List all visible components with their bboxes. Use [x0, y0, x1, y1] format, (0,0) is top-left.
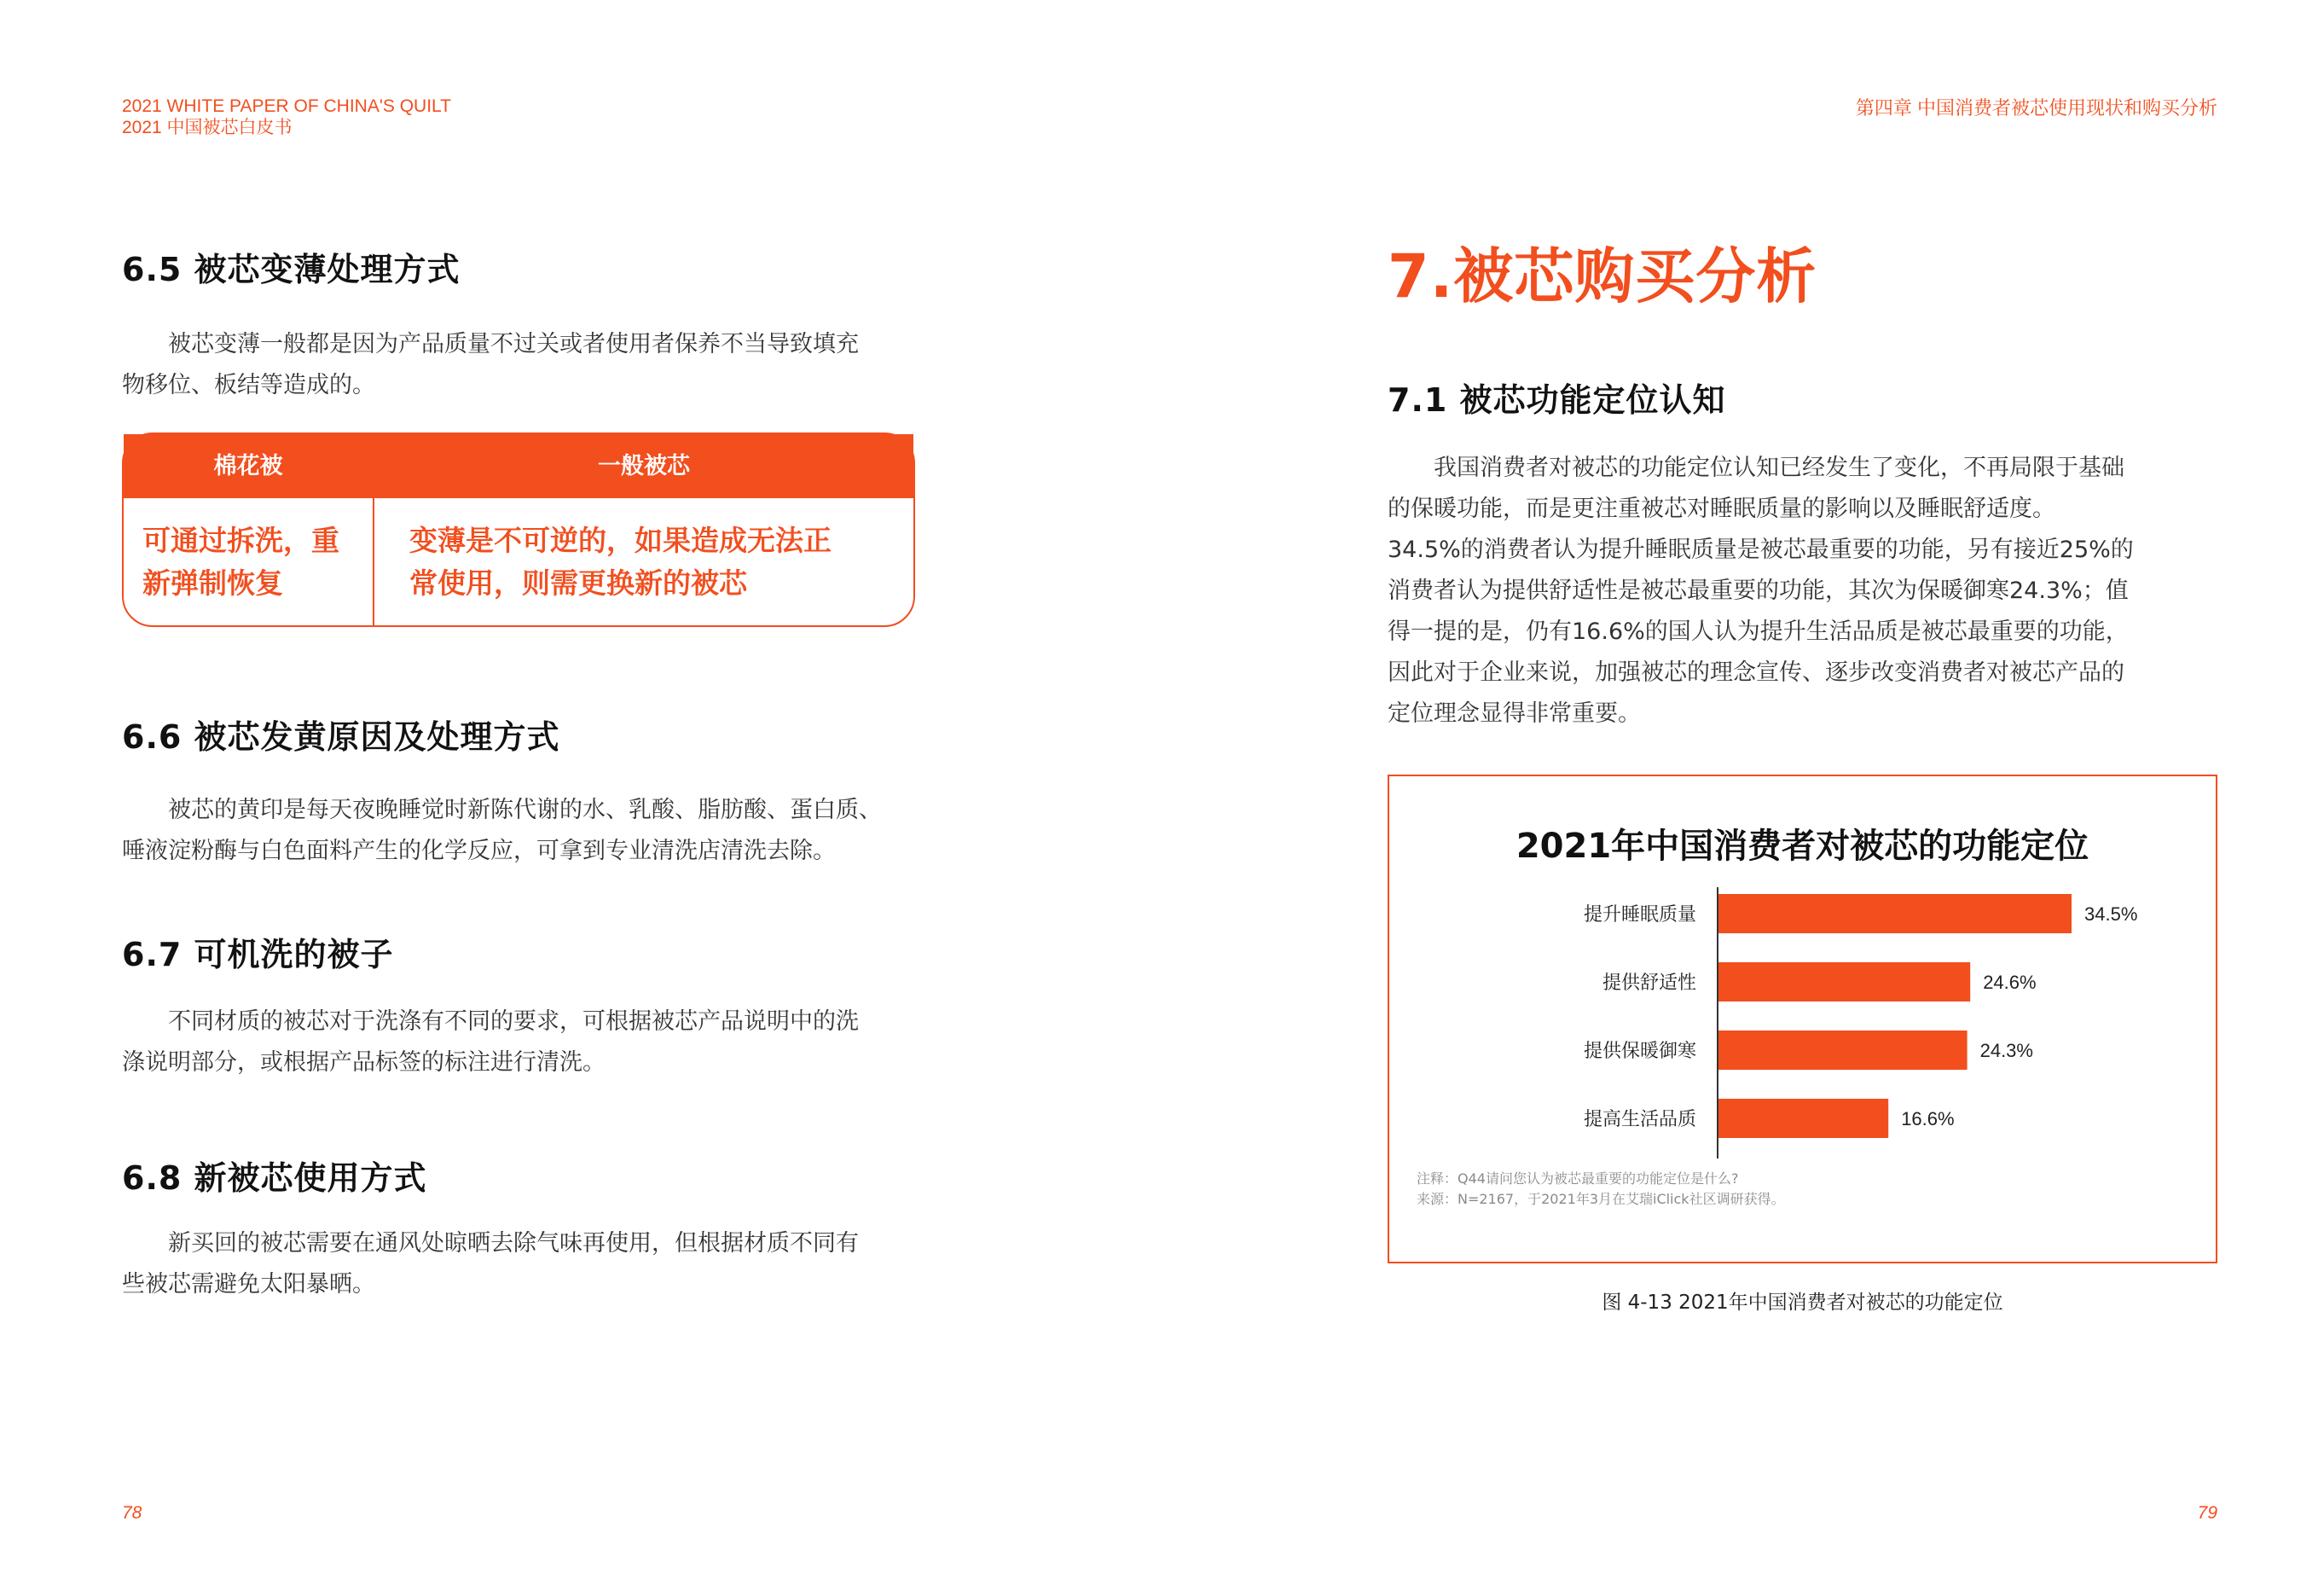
- header-title-en: 2021 WHITE PAPER OF CHINA'S QUILT: [122, 96, 451, 116]
- category-label: 提供保暖御寒: [1583, 1041, 1696, 1062]
- value-label: 16.6%: [1901, 1108, 1955, 1129]
- section-6-8-body: [122, 1223, 975, 1305]
- section-6-5-title: 6.5 被芯变薄处理方式: [122, 251, 461, 288]
- category-label: 提供舒适性: [1602, 972, 1696, 994]
- section-6-6-body: [122, 790, 975, 872]
- figure-caption: 图 4-13 2021年中国消费者对被芯的功能定位: [1602, 1292, 2003, 1314]
- chart-title: 2021年中国消费者对被芯的功能定位: [1516, 827, 2089, 866]
- paragraph-line: 涤说明部分，或根据产品标签的标注进行清洗。: [122, 1049, 606, 1076]
- paragraph-line: 新买回的被芯需要在通风处晾晒去除气味再使用，但根据材质不同有: [168, 1230, 859, 1257]
- section-7-1-body: [1388, 448, 2223, 734]
- comparison-table: [122, 433, 915, 627]
- table-divider: [373, 434, 374, 625]
- paragraph-line: 我国消费者对被芯的功能定位认知已经发生了变化，不再局限于基础: [1434, 455, 2124, 481]
- section-6-7-title: 6.7 可机洗的被子: [122, 936, 394, 973]
- value-label: 34.5%: [2084, 903, 2138, 925]
- paragraph-line: 得一提的是，仍有16.6%的国人认为提升生活品质是被芯最重要的功能，: [1388, 618, 2129, 645]
- category-label: 提升睡眠质量: [1583, 904, 1696, 926]
- section-6-5-body: [122, 324, 958, 406]
- bar-chart: [1389, 887, 2216, 1130]
- table-header-general: 一般被芯: [598, 453, 690, 479]
- paragraph-line: 定位理念显得非常重要。: [1388, 700, 1641, 727]
- chart-box: [1388, 775, 2217, 1263]
- chapter-title: 7.被芯购买分析: [1388, 241, 1817, 311]
- bar: [1718, 1099, 1888, 1138]
- paragraph-line: 物移位、板结等造成的。: [122, 372, 375, 398]
- paragraph-line: 被芯的黄印是每天夜晚睡觉时新陈代谢的水、乳酸、脂肪酸、蛋白质、: [168, 797, 882, 823]
- bar: [1718, 894, 2072, 933]
- value-label: 24.6%: [1983, 972, 2037, 993]
- header-chapter: 第四章 中国消费者被芯使用现状和购买分析: [1855, 97, 2217, 119]
- table-header-cotton: 棉花被: [213, 453, 283, 479]
- bar: [1718, 962, 1970, 1002]
- header-title-cn: 2021 中国被芯白皮书: [122, 118, 293, 137]
- section-6-6-title: 6.6 被芯发黄原因及处理方式: [122, 718, 560, 756]
- header-left: [122, 96, 451, 138]
- paragraph-line: 些被芯需避免太阳暴晒。: [122, 1271, 375, 1298]
- cell-line: 新弹制恢复: [142, 566, 283, 600]
- section-6-7-body: [122, 1002, 975, 1083]
- paragraph-line: 的保暖功能，而是更注重被芯对睡眠质量的影响以及睡眠舒适度。: [1388, 496, 2055, 522]
- cell-line: 可通过拆洗，重: [142, 524, 339, 557]
- value-label: 24.3%: [1979, 1040, 2033, 1061]
- table-cell-cotton: [142, 520, 339, 605]
- cell-line: 常使用，则需更换新的被芯: [409, 566, 747, 600]
- page-number-left: 78: [122, 1503, 142, 1523]
- table-cell-general: [409, 520, 832, 605]
- page-number-right: 79: [2197, 1503, 2217, 1523]
- paragraph-line: 消费者认为提供舒适性是被芯最重要的功能，其次为保暖御寒24.3%；值: [1388, 578, 2129, 604]
- section-7-1-title: 7.1 被芯功能定位认知: [1388, 381, 1726, 419]
- chart-note: 注释：Q44请问您认为被芯最重要的功能定位是什么?: [1417, 1170, 1739, 1187]
- chart-source: 来源：N=2167，于2021年3月在艾瑞iClick社区调研获得。: [1417, 1191, 1785, 1207]
- section-6-8-title: 6.8 新被芯使用方式: [122, 1159, 427, 1197]
- bar: [1718, 1031, 1968, 1070]
- paragraph-line: 34.5%的消费者认为提升睡眠质量是被芯最重要的功能，另有接近25%的: [1388, 537, 2134, 563]
- paragraph-line: 唾液淀粉酶与白色面料产生的化学反应，可拿到专业清洗店清洗去除。: [122, 838, 836, 864]
- paragraph-line: 因此对于企业来说，加强被芯的理念宣传、逐步改变消费者对被芯产品的: [1388, 659, 2124, 686]
- category-label: 提高生活品质: [1583, 1109, 1696, 1130]
- paragraph-line: 被芯变薄一般都是因为产品质量不过关或者使用者保养不当导致填充: [168, 331, 859, 357]
- cell-line: 变薄是不可逆的，如果造成无法正: [409, 524, 832, 557]
- paragraph-line: 不同材质的被芯对于洗涤有不同的要求，可根据被芯产品说明中的洗: [168, 1008, 859, 1035]
